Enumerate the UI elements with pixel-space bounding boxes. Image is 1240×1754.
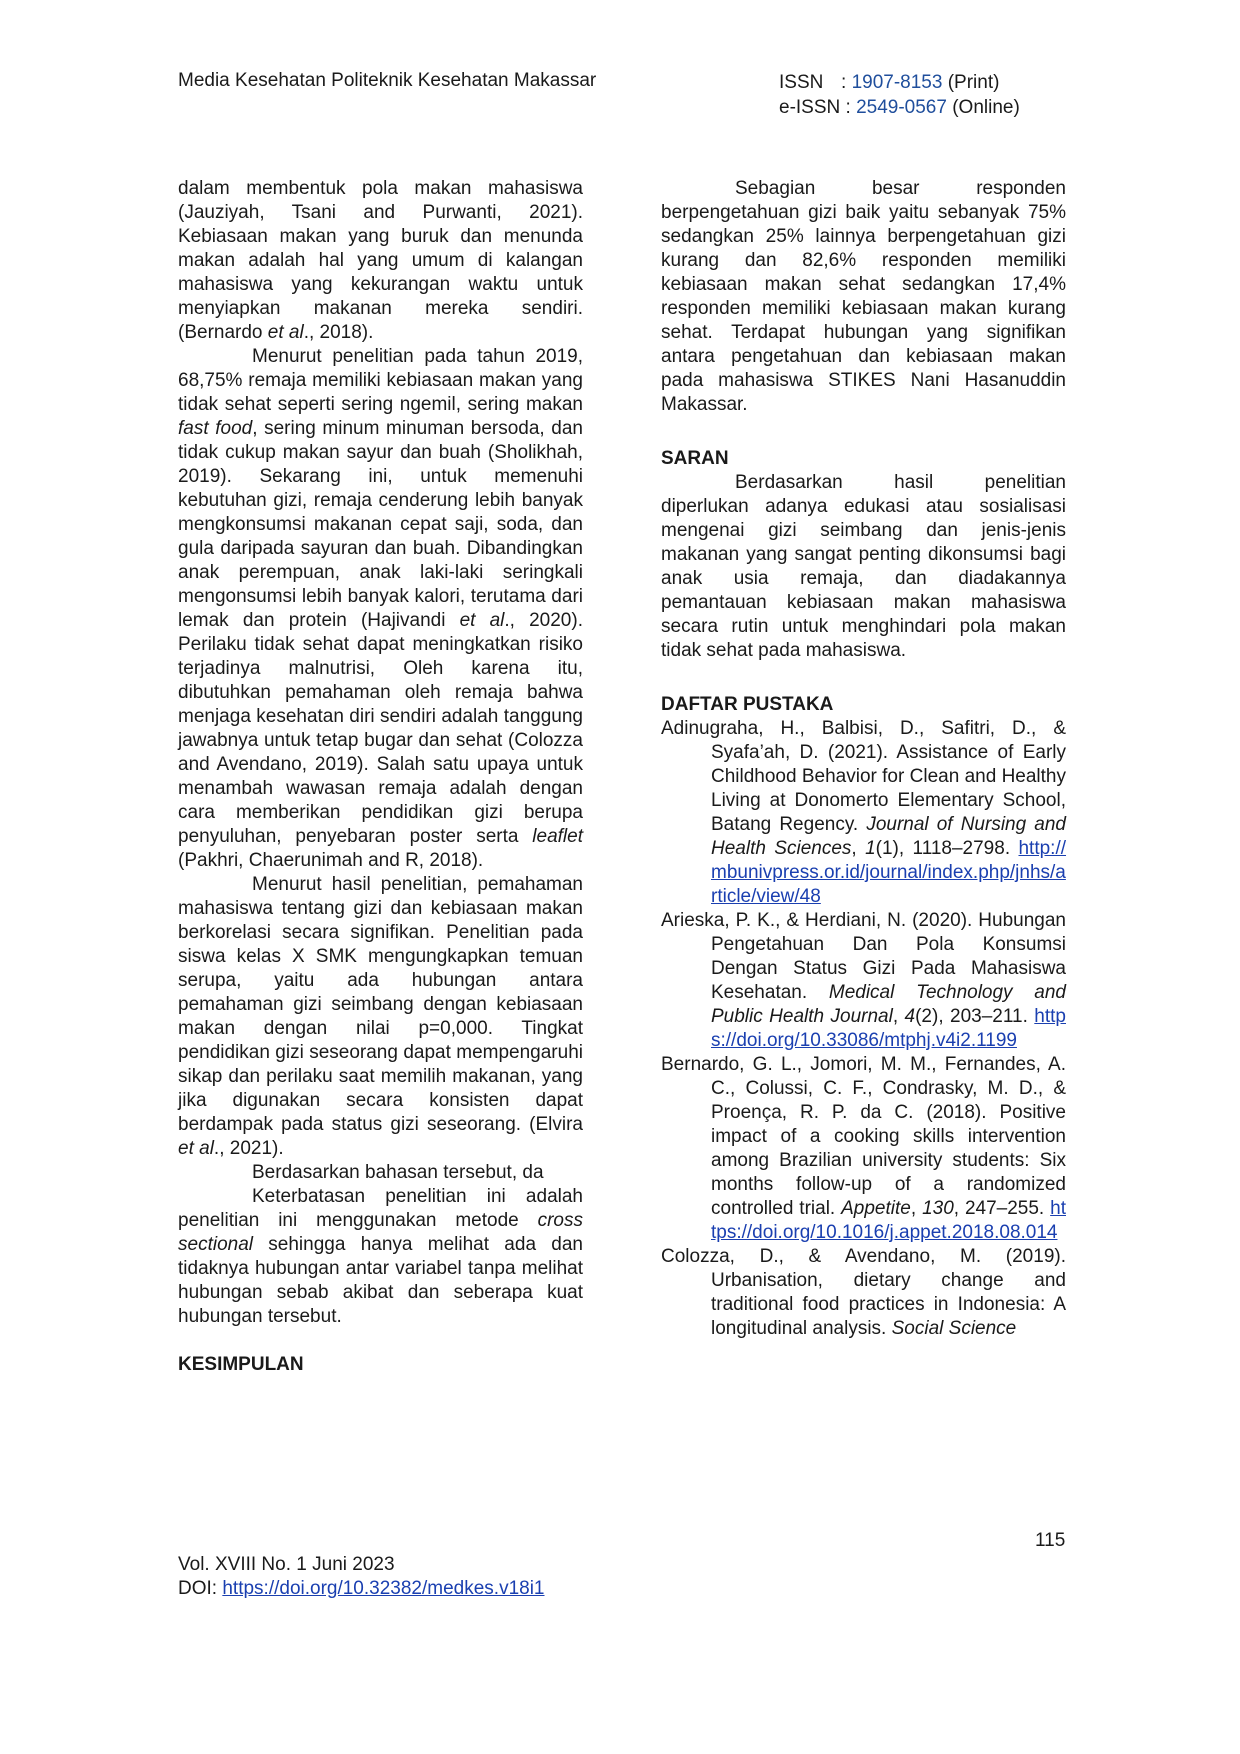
section-gap bbox=[661, 663, 1066, 693]
volume: 1 bbox=[865, 838, 876, 859]
volume: 130 bbox=[922, 1198, 954, 1219]
issn-print-line bbox=[779, 70, 1020, 95]
journal-title: Medical Technology and Public Health Journal bbox=[711, 982, 1066, 1027]
doi-line bbox=[178, 1577, 545, 1601]
right-column bbox=[661, 177, 1066, 1341]
page-number: 115 bbox=[1035, 1530, 1066, 1551]
section-gap bbox=[178, 1329, 583, 1353]
text-run-italic: cross sectional bbox=[178, 1210, 583, 1255]
text-run: ., 2020). Perilaku tidak sehat dapat meningkatkan risiko terjadinya malnutrisi, Oleh karena itu, dibutuhkan pemahaman oleh remaja bahwa menjaga kesehatan diri sendiri adalah tanggung jawabnya untuk tetap bugar dan sehat (Colozza and Avendano, 2019). Salah satu upaya untuk menambah wawasan remaja adalah dengan cara memberikan pendidikan gizi berupa penyuluhan, penyebaran poster serta bbox=[178, 610, 583, 847]
text-run: ., 2021). bbox=[213, 1138, 284, 1159]
daftar-pustaka-heading: DAFTAR PUSTAKA bbox=[661, 694, 834, 715]
kesimpulan-heading: KESIMPULAN bbox=[178, 1354, 304, 1375]
right-paragraph-1: Sebagian besar responden berpengetahuan gizi baik yaitu sebanyak 75% sedangkan 25% lainnya berpengetahuan gizi kurang dan 82,6% responden memiliki kebiasaan makan sehat sedangkan 17,4% responden memiliki kebiasaan makan kurang sehat. Terdapat hubungan yang signifikan antara pengetahuan dan kebiasaan makan pada mahasiswa STIKES Nani Hasanuddin Makassar. bbox=[661, 178, 1066, 415]
volume-info: Vol. XVIII No. 1 Juni 2023 bbox=[178, 1554, 395, 1575]
text-run: , bbox=[851, 838, 866, 859]
saran-heading: SARAN bbox=[661, 448, 729, 469]
eissn-number: 2549-0567 bbox=[856, 97, 947, 118]
reference-item bbox=[661, 1053, 1066, 1245]
left-column bbox=[178, 177, 583, 1377]
text-run-italic: et al bbox=[267, 322, 304, 343]
text-run-italic: leaflet bbox=[532, 826, 583, 847]
text-run: dalam membentuk pola makan mahasiswa (Jauziyah, Tsani and Purwanti, 2021). Kebiasaan makan yang buruk dan menunda makan adalah hal yang umum di kalangan mahasiswa yang kekurangan waktu untuk menyiapkan makanan mereka sendiri. (Bernardo bbox=[178, 178, 583, 343]
issn-block bbox=[779, 70, 1020, 120]
reference-link[interactable]: http://mbunivpress.or.id/journal/index.php/jnhs/article/view/48 bbox=[711, 838, 1067, 907]
text-run-italic: fast food bbox=[178, 418, 253, 439]
journal-name: Media Kesehatan Politeknik Kesehatan Makassar bbox=[178, 70, 597, 91]
text-run: , bbox=[910, 1198, 923, 1219]
volume: 4 bbox=[904, 1006, 916, 1027]
reference-link[interactable]: https://doi.org/10.1016/j.appet.2018.08.014 bbox=[711, 1198, 1066, 1243]
section-gap bbox=[661, 417, 1066, 447]
left-paragraph-3 bbox=[178, 873, 583, 1161]
text-run: Keterbatasan penelitian ini adalah penelitian ini menggunakan metode bbox=[178, 1186, 583, 1231]
journal-title: Appetite bbox=[841, 1198, 911, 1219]
reference-item bbox=[661, 909, 1066, 1053]
doi-link[interactable]: https://doi.org/10.32382/medkes.v18i1 bbox=[222, 1578, 545, 1599]
left-paragraph-5 bbox=[178, 1185, 583, 1329]
text-run: Arieska, P. K., & Herdiani, N. (2020). Hubungan Pengetahuan Dan Pola Konsumsi Dengan Status Gizi Pada Mahasiswa Kesehatan. bbox=[661, 910, 1066, 1003]
text-run: Menurut penelitian pada tahun 2019, 68,75% remaja memiliki kebiasaan makan yang tidak sehat seperti sering ngemil, sering makan bbox=[178, 346, 583, 415]
left-paragraph-4: Berdasarkan bahasan tersebut, da bbox=[252, 1162, 544, 1183]
left-paragraph-1 bbox=[178, 177, 583, 345]
doi-label: DOI: bbox=[178, 1578, 223, 1599]
issn-type: (Print) bbox=[942, 72, 1000, 93]
journal-title: Social Science bbox=[891, 1318, 1017, 1339]
text-run: Bernardo, G. L., Jomori, M. M., Fernandes, A. C., Colussi, C. F., Condrasky, M. D., & Proença, R. P. da C. (2018). Positive impact of a cooking skills intervention among Brazilian university students: Six months follow-up of a randomized controlled trial. bbox=[661, 1054, 1066, 1219]
text-run: sehingga hanya melihat ada dan tidaknya hubungan antar variabel tanpa melihat hubungan sebab akibat dan seberapa kuat hubungan tersebut. bbox=[178, 1234, 583, 1327]
issn-colon: : bbox=[841, 72, 852, 93]
text-run: Adinugraha, H., Balbisi, D., Safitri, D., & Syafa’ah, D. (2021). Assistance of Early Childhood Behavior for Clean and Healthy Living at Donomerto Elementary School, Batang Regency. bbox=[661, 718, 1066, 835]
issn-label: ISSN bbox=[779, 72, 824, 93]
text-run: Colozza, D., & Avendano, M. (2019). Urbanisation, dietary change and traditional food practices in Indonesia: A longitudinal analysis. bbox=[661, 1246, 1066, 1339]
text-run: , sering minum minuman bersoda, dan tidak cukup makan sayur dan buah (Sholikhah, 2019). Sekarang ini, untuk memenuhi kebutuhan gizi, remaja cenderung lebih banyak mengkonsumsi makanan cepat saji, soda, dan gula daripada sayuran dan buah. Dibandingkan anak perempuan, anak laki-laki seringkali mengonsumsi lebih banyak kalori, terutama dari lemak dan protein (Hajivandi bbox=[178, 418, 583, 631]
reference-link[interactable]: https://doi.org/10.33086/mtphj.v4i2.1199 bbox=[711, 1006, 1066, 1051]
text-run: (Pakhri, Chaerunimah and R, 2018). bbox=[178, 850, 484, 871]
text-run: ., 2018). bbox=[303, 322, 374, 343]
left-paragraph-2 bbox=[178, 345, 583, 873]
eissn-type: (Online) bbox=[946, 97, 1020, 118]
eissn-label: e-ISSN : bbox=[779, 97, 857, 118]
journal-title: Journal of Nursing and Health Sciences bbox=[711, 814, 1066, 859]
reference-item bbox=[661, 717, 1066, 909]
text-run: (2), 203–211. bbox=[915, 1006, 1035, 1027]
eissn-line bbox=[779, 95, 1020, 120]
text-run: , bbox=[892, 1006, 905, 1027]
issn-number: 1907-8153 bbox=[851, 72, 943, 93]
reference-item bbox=[661, 1245, 1066, 1341]
footer bbox=[178, 1553, 545, 1601]
text-run: , 247–255. bbox=[953, 1198, 1051, 1219]
text-run-italic: et al bbox=[459, 610, 505, 631]
text-run-italic: et al bbox=[178, 1138, 214, 1159]
text-run: (1), 1118–2798. bbox=[875, 838, 1019, 859]
saran-paragraph: Berdasarkan hasil penelitian diperlukan adanya edukasi atau sosialisasi mengenai gizi seimbang dan jenis-jenis makanan yang sangat penting dikonsumsi bagi anak usia remaja, dan diadakannya pemantauan kebiasaan makan mahasiswa secara rutin untuk menghindari pola makan tidak sehat pada mahasiswa. bbox=[661, 472, 1066, 661]
text-run: Menurut hasil penelitian, pemahaman mahasiswa tentang gizi dan kebiasaan makan berkorelasi secara signifikan. Penelitian pada siswa kelas X SMK mengungkapkan temuan serupa, yaitu ada hubungan antara pemahaman gizi seimbang dengan kebiasaan makan dengan nilai p=0,000. Tingkat pendidikan gizi seseorang dapat mempengaruhi sikap dan perilaku saat memilih makanan, yang jika digunakan secara konsisten dapat berdampak pada status gizi seseorang. (Elvira bbox=[178, 874, 583, 1135]
